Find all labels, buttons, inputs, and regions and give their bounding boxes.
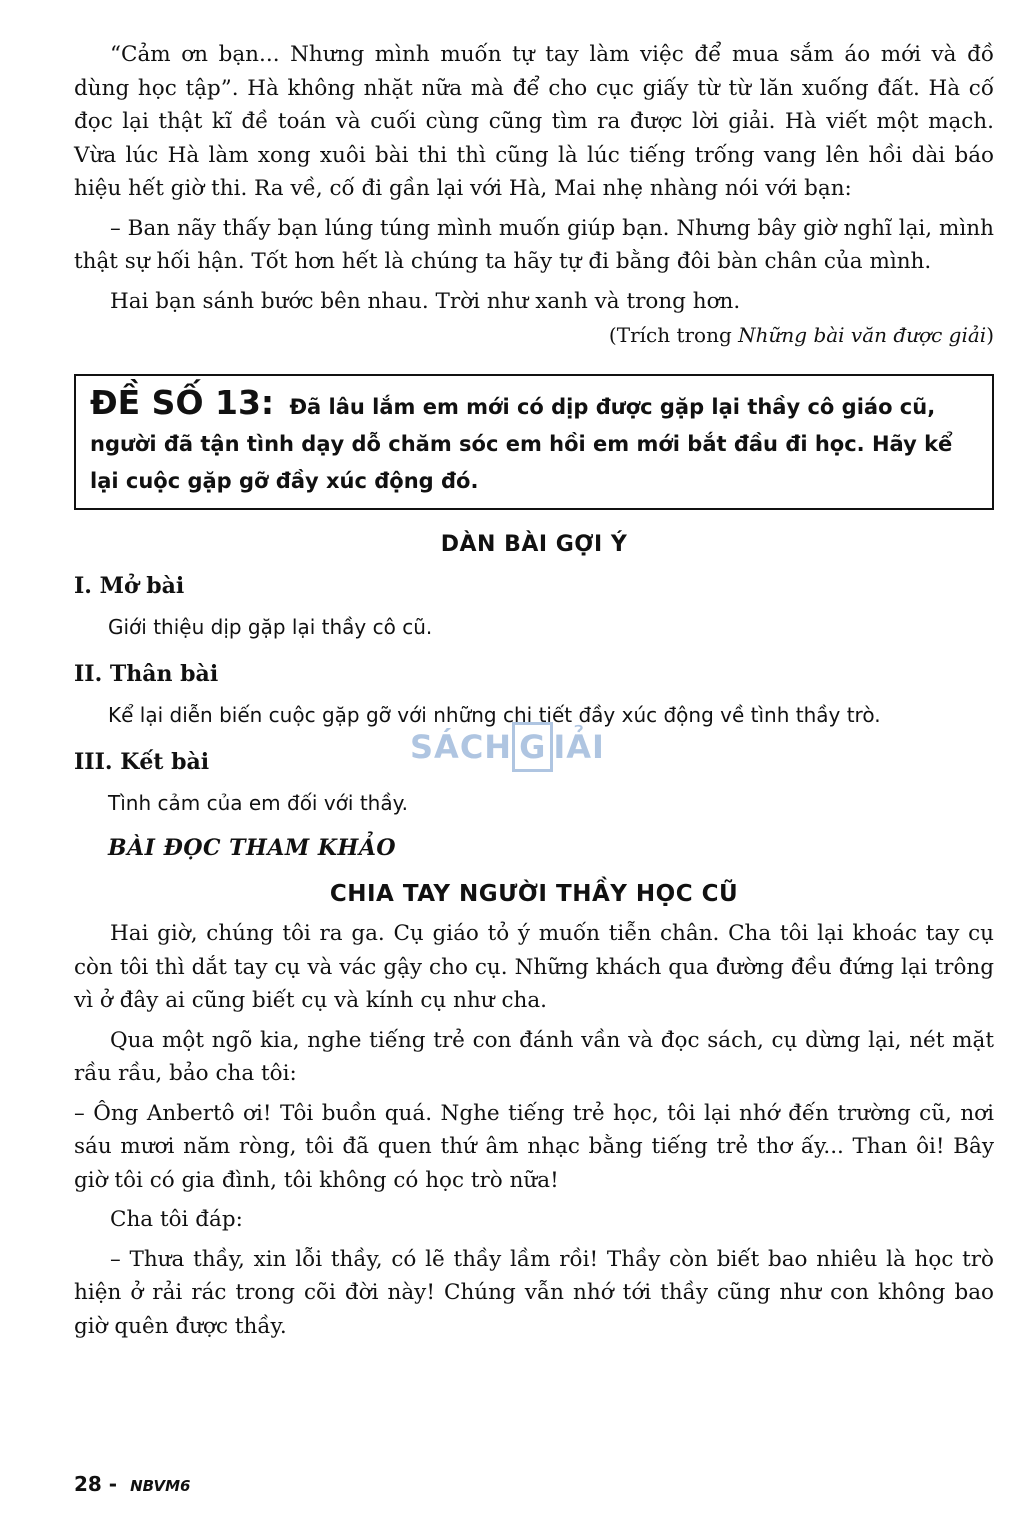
source-citation	[74, 320, 994, 350]
story-paragraph-3: – Ông Anbertô ơi! Tôi buồn quá. Nghe tiếng trẻ học, tôi lại nhớ đến trường cũ, nơi sáu mươi năm ròng, tôi đã quen thứ âm nhạc bằng tiếng trẻ thơ ấy... Than ôi! Bây giờ tôi có gia đình, tôi không có học trò nữa!	[74, 1100, 994, 1193]
outline-section-3-body: Tình cảm của em đối với thầy.	[108, 791, 408, 815]
source-suffix: )	[986, 323, 994, 347]
outline-section-1-body: Giới thiệu dịp gặp lại thầy cô cũ.	[108, 615, 433, 639]
outline-section-2-heading: II. Thân bài	[74, 661, 219, 687]
intro-paragraph-2: – Ban nãy thấy bạn lúng túng mình muốn giúp bạn. Nhưng bây giờ nghĩ lại, mình thật sự hối hận. Tốt hơn hết là chúng ta hãy tự đi bằng đôi bàn chân của mình.	[74, 215, 994, 274]
reference-heading: BÀI ĐỌC THAM KHẢO	[108, 835, 397, 861]
intro-paragraph-3: Hai bạn sánh bước bên nhau. Trời như xanh và trong hơn.	[110, 288, 741, 314]
source-title: Những bài văn được giải	[738, 323, 987, 347]
watermark-box: G	[512, 722, 553, 772]
exam-title: ĐỀ SỐ 13:	[90, 383, 275, 422]
page-number: 28 -	[74, 1472, 118, 1496]
intro-paragraph-1: “Cảm ơn bạn... Nhưng mình muốn tự tay làm việc để mua sắm áo mới và đồ dùng học tập”. Hà không nhặt nữa mà để cho cục giấy từ từ lăn xuống đất. Hà cố đọc lại thật kĩ đề toán và cuối cùng cũng tìm ra được lời giải. Hà viết một mạch. Vừa lúc Hà làm xong xuôi bài thi thì cũng là lúc tiếng trống vang lên hồi dài báo hiệu hết giờ thi. Ra về, cố đi gần lại với Hà, Mai nhẹ nhàng nói với bạn:	[74, 42, 994, 201]
document-page	[74, 38, 994, 1343]
story-title: CHIA TAY NGƯỜI THẦY HỌC CŨ	[329, 881, 739, 907]
exam-prompt-box	[74, 374, 994, 510]
story-paragraph-1: Hai giờ, chúng tôi ra ga. Cụ giáo tỏ ý muốn tiễn chân. Cha tôi lại khoác tay cụ còn tôi thì dắt tay cụ và vác gậy cho cụ. Những khách qua đường đều đứng lại trông vì ở đây ai cũng biết cụ và kính cụ như cha.	[74, 921, 994, 1013]
story-paragraph-2: Qua một ngõ kia, nghe tiếng trẻ con đánh vần và đọc sách, cụ dừng lại, nét mặt rầu rầu, bảo cha tôi:	[74, 1027, 994, 1086]
story-paragraph-5: – Thưa thầy, xin lỗi thầy, có lẽ thầy lầm rồi! Thầy còn biết bao nhiêu là học trò hiện ở rải rác trong cõi đời này! Chúng vẫn nhớ tới thầy cũng như con không bao giờ quên được thầy.	[74, 1246, 994, 1339]
story-paragraph-4: Cha tôi đáp:	[110, 1207, 243, 1232]
page-footer	[74, 1472, 190, 1496]
source-prefix: (Trích trong	[608, 323, 739, 347]
watermark-right: IẢI	[553, 728, 605, 766]
watermark-left: SÁCH	[410, 728, 513, 766]
outline-heading: DÀN BÀI GỢI Ý	[440, 532, 628, 557]
outline-section-2-body: Kể lại diễn biến cuộc gặp gỡ với những chi tiết đầy xúc động về tình thầy trò.	[108, 703, 881, 727]
book-code: NBVM6	[130, 1477, 191, 1495]
exam-text: Đã lâu lắm em mới có dịp được gặp lại thầy cô giáo cũ, người đã tận tình dạy dỗ chăm sóc em hồi em mới bắt đầu đi học. Hãy kể lại cuộc gặp gỡ đầy xúc động đó.	[90, 395, 953, 493]
outline-section-3-heading: III. Kết bài	[74, 749, 210, 775]
outline-section-1-heading: I. Mở bài	[74, 573, 185, 599]
